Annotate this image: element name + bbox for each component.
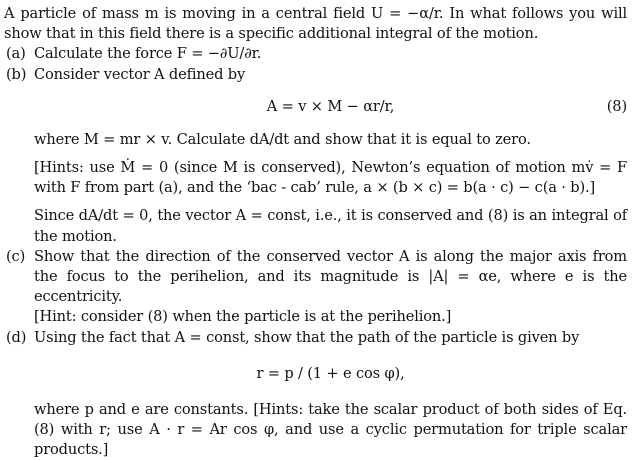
item-b-conclusion: Since dA/dt = 0, the vector A = const, i.e., it is conserved and (8) is an integral of the motion. bbox=[34, 207, 627, 245]
item-b-hint: [Hints: use Ṁ = 0 (since M is conserved), Newton’s equation of motion mv̇ = F with F from part (a), and the ‘bac - cab’ rule, a × (b × c) = b(a · c) − c(a · b).] bbox=[34, 159, 627, 197]
item-c-label: (c) bbox=[6, 247, 26, 265]
item-d-label: (d) bbox=[6, 328, 27, 346]
item-c-hint: [Hint: consider (8) when the particle is at the perihelion.] bbox=[34, 308, 452, 326]
item-d-text: Using the fact that A = const, show that the path of the particle is given by bbox=[34, 328, 580, 346]
intro-paragraph: A particle of mass m is moving in a central field U = −α/r. In what follows you will show that in this field there is a specific additional integral of the motion. bbox=[4, 5, 627, 43]
item-c-text: Show that the direction of the conserved vector A is along the major axis from the focus to the perihelion, and its magnitude is |A| = αe, where e is the eccentricity. bbox=[34, 247, 627, 306]
path-equation-text: r = p / (1 + e cos φ), bbox=[256, 364, 405, 382]
path-equation bbox=[34, 348, 627, 400]
item-b-after-equation: where M = mr × v. Calculate dA/dt and show that it is equal to zero. bbox=[34, 130, 531, 148]
item-d-body bbox=[34, 328, 627, 460]
item-c-body bbox=[34, 247, 627, 328]
item-c bbox=[4, 247, 627, 328]
item-a-label: (a) bbox=[6, 45, 26, 63]
item-b-label: (b) bbox=[6, 65, 27, 83]
item-b-text: Consider vector A defined by bbox=[34, 65, 246, 83]
item-a-body bbox=[34, 44, 627, 64]
item-b bbox=[4, 65, 627, 247]
item-a bbox=[4, 44, 627, 64]
item-d-after-equation: where p and e are constants. [Hints: take the scalar product of both sides of Eq. (8) with r; use A · r = Ar cos φ, and use a cyclic permutation for triple scalar products.] bbox=[34, 400, 627, 459]
equation-8-text: A = v × M − αr/r, bbox=[266, 98, 395, 116]
item-d bbox=[4, 328, 627, 460]
item-a-text: Calculate the force F = −∂U/∂r. bbox=[34, 45, 262, 63]
equation-8 bbox=[34, 85, 627, 130]
item-b-body bbox=[34, 65, 627, 247]
equation-8-number: (8) bbox=[606, 97, 627, 115]
